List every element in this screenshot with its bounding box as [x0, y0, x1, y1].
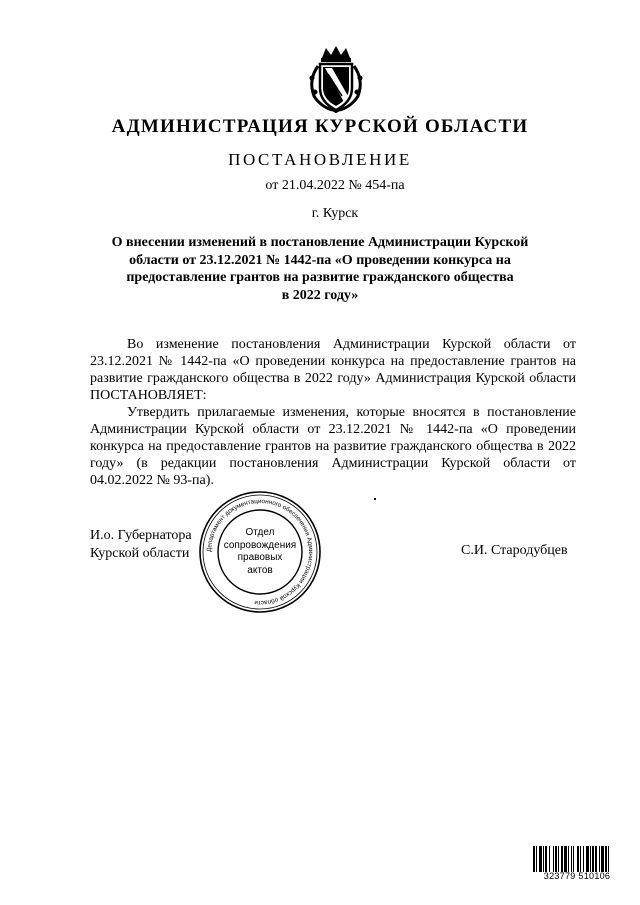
city-label: г. Курск: [311, 206, 359, 221]
title-line: в 2022 году»: [281, 287, 359, 303]
stamp-center-line: сопровождения: [223, 539, 297, 551]
title-line: О внесении изменений в постановление Администрации Курской: [111, 235, 529, 250]
body-paragraph-2: Утвердить прилагаемые изменения, которые вносятся в постановление Администрации Курской области от 23.12.2021 № 1442-па «О проведении конкурса на предоставление грантов на развитие гражданского общества в 2022 году» (в редакции постановления Администрации Курской области от 04.02.2022 № 93-па).: [90, 405, 576, 488]
title-line: области от 23.12.2021 № 1442-па «О проведении конкурса на: [129, 252, 511, 268]
stamp-center-line: актов: [247, 564, 273, 576]
scan-speck: [374, 498, 376, 500]
document-type-heading: ПОСТАНОВЛЕНИЕ: [228, 150, 412, 169]
signatory-role: [90, 527, 192, 563]
stamp-center-line: правовых: [237, 552, 283, 563]
stamp-ring-text: Департамент документационного обеспечения Администрации Курской области: [205, 497, 315, 607]
signatory-role-line: И.о. Губернатора: [90, 528, 192, 543]
document-date-number: от 21.04.2022 № 454-па: [265, 178, 405, 193]
barcode: [532, 846, 622, 874]
body-paragraph-1: Во изменение постановления Администрации Курской области от 23.12.2021 № 1442-па «О проведении конкурса на предоставление грантов на развитие гражданского общества в 2022 году» Администрация Курской области ПОСТАНОВЛЯЕТ:: [90, 337, 576, 403]
stamp-center-line: Отдел: [245, 527, 275, 538]
coat-of-arms-emblem: [306, 44, 366, 114]
stamp-center-text: [220, 527, 300, 577]
title-line: предоставление грантов на развитие гражданского общества: [126, 270, 514, 285]
barcode-number: 323779 510106: [543, 871, 611, 881]
organization-heading: АДМИНИСТРАЦИЯ КУРСКОЙ ОБЛАСТИ: [111, 116, 529, 137]
resolution-title: [100, 234, 540, 304]
signatory-name: С.И. Стародубцев: [461, 543, 568, 558]
signatory-role-line: Курской области: [90, 546, 190, 561]
